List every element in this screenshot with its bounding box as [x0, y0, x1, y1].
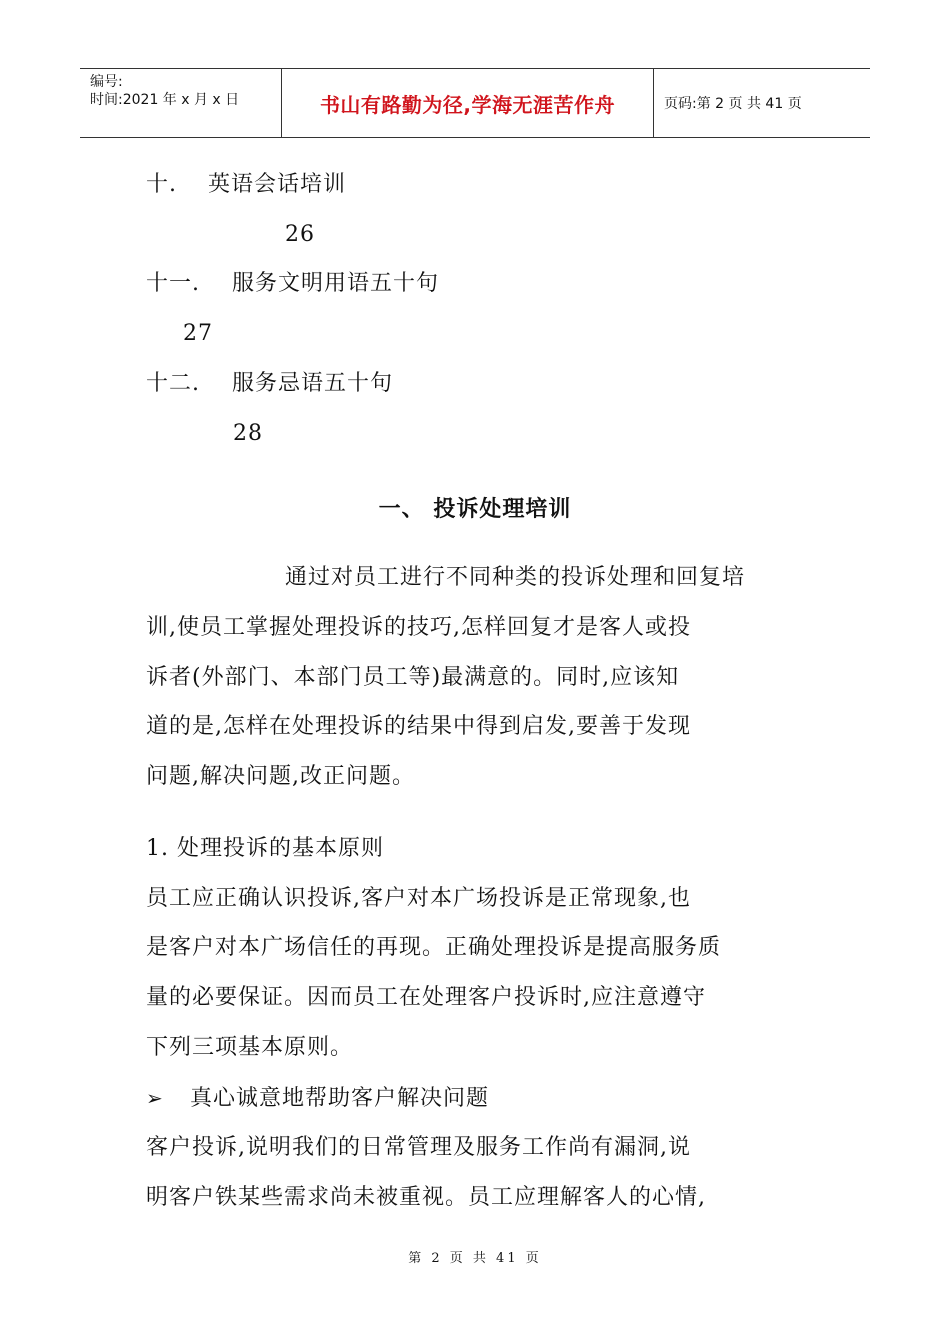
- header-meta-cell: [80, 69, 282, 137]
- page-header: [80, 68, 870, 138]
- bullet-arrow-icon: ➢: [146, 1086, 164, 1110]
- paragraph-line: 训,使员工掌握处理投诉的技巧,怎样回复才是客人或投: [146, 615, 691, 640]
- paragraph-line: 通过对员工进行不同种类的投诉处理和回复培: [285, 565, 746, 590]
- bullet-item: [146, 1085, 489, 1112]
- header-page-cell: [654, 69, 870, 137]
- toc-number: 十二.: [146, 371, 200, 396]
- toc-page: 28: [233, 421, 263, 446]
- toc-item: [146, 271, 439, 297]
- paragraph-line: 道的是,怎样在处理投诉的结果中得到启发,要善于发现: [146, 714, 691, 739]
- page-label: 页码:第 2 页 共 41 页: [664, 96, 802, 112]
- motto: 书山有路勤为径,学海无涯苦作舟: [319, 92, 616, 117]
- paragraph-line: 是客户对本广场信任的再现。正确处理投诉是提高服务质: [146, 935, 722, 960]
- toc-page: 27: [183, 321, 213, 346]
- toc-number: 十.: [146, 172, 177, 197]
- toc-number: 十一.: [146, 271, 200, 296]
- paragraph-line: 员工应正确认识投诉,客户对本广场投诉是正常现象,也: [146, 886, 691, 911]
- toc-item: [146, 371, 393, 397]
- paragraph-line: 诉者(外部门、本部门员工等)最满意的。同时,应该知: [146, 665, 680, 690]
- paragraph-line: 下列三项基本原则。: [146, 1035, 354, 1060]
- paragraph-line: 客户投诉,说明我们的日常管理及服务工作尚有漏洞,说: [146, 1135, 691, 1160]
- toc-page: 26: [285, 222, 315, 247]
- subheading: 1. 处理投诉的基本原则: [146, 836, 384, 861]
- paragraph-line: 明客户铁某些需求尚未被重视。员工应理解客人的心情,: [146, 1185, 706, 1210]
- toc-title: 服务文明用语五十句: [232, 271, 440, 296]
- header-motto-cell: [282, 69, 654, 137]
- paragraph-line: 量的必要保证。因而员工在处理客户投诉时,应注意遵守: [146, 985, 706, 1010]
- time-label: 时间:2021 年 x 月 x 日: [90, 92, 240, 108]
- section-heading: 一、 投诉处理培训: [378, 497, 572, 522]
- toc-item: [146, 172, 346, 198]
- paragraph-line: 问题,解决问题,改正问题。: [146, 764, 415, 789]
- toc-title: 英语会话培训: [208, 172, 347, 197]
- number-label: 编号:: [90, 74, 123, 90]
- toc-title: 服务忌语五十句: [232, 371, 394, 396]
- bullet-title: 真心诚意地帮助客户解决问题: [190, 1086, 490, 1111]
- page-footer: 第 2 页 共 41 页: [408, 1251, 542, 1266]
